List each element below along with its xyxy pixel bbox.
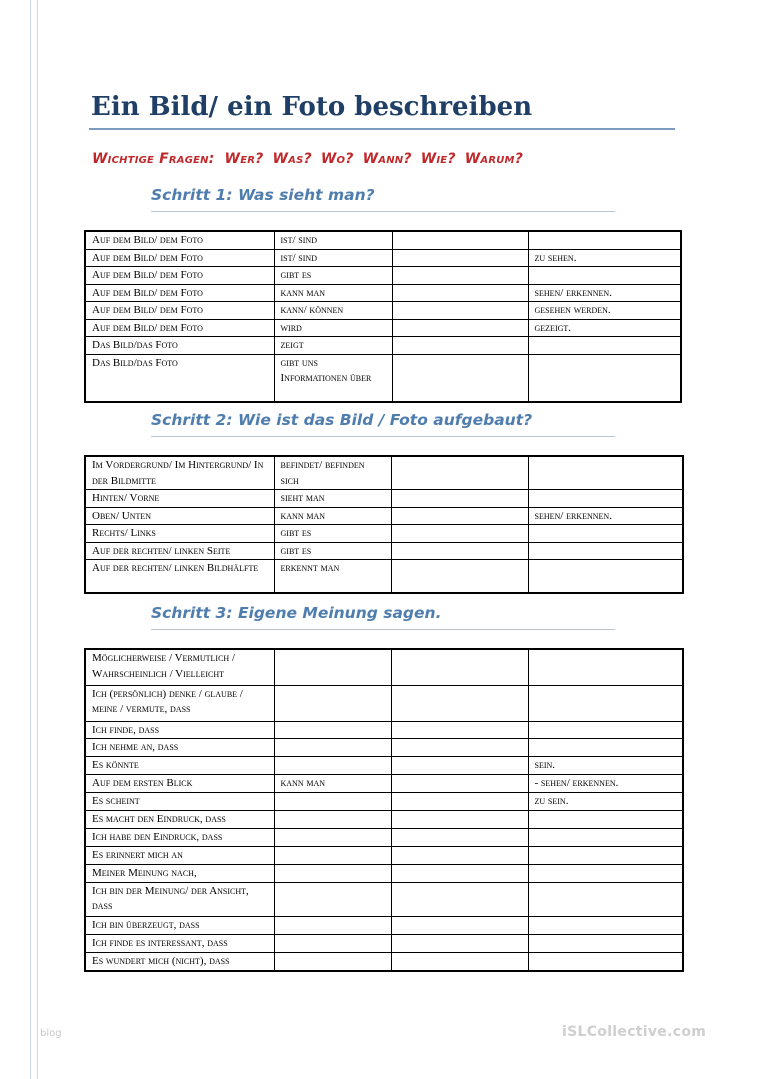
step1-heading: Schritt 1: Was sieht man?	[151, 186, 375, 204]
step3-cell-verb	[274, 685, 391, 721]
step3-table-row	[85, 828, 683, 846]
step1-cell-blank	[392, 337, 528, 355]
step1-cell-ending: zu sehen.	[528, 249, 681, 267]
key-questions-list: Wer? Was? Wo? Wann? Wie? Warum?	[224, 151, 524, 167]
step1-cell-phrase: Das Bild/das Foto	[85, 337, 274, 355]
step3-cell-verb	[274, 739, 391, 757]
step1-cell-ending	[528, 354, 681, 402]
step3-cell-blank	[391, 846, 528, 864]
step1-cell-phrase: Auf dem Bild/ dem Foto	[85, 302, 274, 320]
step3-table-row	[85, 756, 683, 774]
step3-cell-blank	[391, 828, 528, 846]
step1-cell-verb: ist/ sind	[274, 249, 392, 267]
step2-table-row	[85, 507, 683, 525]
step3-table-row	[85, 792, 683, 810]
step1-cell-phrase: Auf dem Bild/ dem Foto	[85, 267, 274, 285]
step3-table-row	[85, 846, 683, 864]
step3-table-row	[85, 864, 683, 882]
step2-cell-blank	[391, 507, 528, 525]
step3-table-row	[85, 810, 683, 828]
step3-cell-phrase: Es wundert mich (nicht), dass	[85, 952, 274, 971]
step3-cell-ending	[528, 916, 683, 934]
step2-table-row	[85, 542, 683, 560]
step3-table-row	[85, 916, 683, 934]
step2-cell-verb: befindet/ befinden sich	[274, 456, 391, 490]
title-underline	[89, 128, 675, 130]
step3-cell-verb	[274, 916, 391, 934]
key-questions	[92, 151, 523, 167]
step2-cell-ending: sehen/ erkennen.	[528, 507, 683, 525]
step2-cell-ending	[528, 490, 683, 508]
step2-cell-blank	[391, 525, 528, 543]
step3-cell-phrase: Ich habe den Eindruck, dass	[85, 828, 274, 846]
step2-cell-phrase: Auf der rechten/ linken Seite	[85, 542, 274, 560]
step1-cell-verb: zeigt	[274, 337, 392, 355]
step3-cell-verb	[274, 934, 391, 952]
step3-table-row	[85, 774, 683, 792]
step3-cell-phrase: Es erinnert mich an	[85, 846, 274, 864]
step2-table-row	[85, 490, 683, 508]
step3-cell-verb: kann man	[274, 774, 391, 792]
step3-cell-phrase: Es macht den Eindruck, dass	[85, 810, 274, 828]
footer-blog-watermark: blog	[40, 1028, 62, 1039]
step1-cell-blank	[392, 249, 528, 267]
step1-table	[84, 230, 682, 403]
step3-table-row	[85, 934, 683, 952]
step1-cell-ending: gesehen werden.	[528, 302, 681, 320]
step1-cell-verb: gibt uns Informationen über	[274, 354, 392, 402]
step3-cell-ending: sein.	[528, 756, 683, 774]
step3-cell-blank	[391, 882, 528, 916]
step3-cell-ending	[528, 864, 683, 882]
step1-cell-phrase: Auf dem Bild/ dem Foto	[85, 249, 274, 267]
step3-cell-ending	[528, 721, 683, 739]
step3-cell-phrase: Es könnte	[85, 756, 274, 774]
step3-table-row	[85, 685, 683, 721]
step2-table-row	[85, 560, 683, 593]
step3-underline	[151, 629, 615, 630]
step3-cell-blank	[391, 952, 528, 971]
step1-cell-ending: sehen/ erkennen.	[528, 284, 681, 302]
page-margin-line	[37, 0, 38, 1079]
step3-cell-blank	[391, 649, 528, 685]
step3-cell-ending	[528, 934, 683, 952]
step3-cell-verb	[274, 882, 391, 916]
step2-table-row	[85, 456, 683, 490]
step1-cell-ending	[528, 231, 681, 249]
step3-cell-phrase: Ich bin der Meinung/ der Ansicht, dass	[85, 882, 274, 916]
page-margin-line	[30, 0, 31, 1079]
step2-cell-blank	[391, 560, 528, 593]
step3-cell-phrase: Auf dem ersten Blick	[85, 774, 274, 792]
step2-cell-ending	[528, 560, 683, 593]
step1-cell-verb: ist/ sind	[274, 231, 392, 249]
step3-cell-ending	[528, 846, 683, 864]
step3-cell-ending	[528, 828, 683, 846]
step3-cell-verb	[274, 828, 391, 846]
step3-cell-ending	[528, 882, 683, 916]
step2-cell-phrase: Rechts/ Links	[85, 525, 274, 543]
step3-cell-ending: zu sein.	[528, 792, 683, 810]
step3-cell-ending	[528, 649, 683, 685]
step2-cell-phrase: Im Vordergrund/ Im Hintergrund/ In der Bildmitte	[85, 456, 274, 490]
step2-cell-verb: erkennt man	[274, 560, 391, 593]
step2-cell-blank	[391, 456, 528, 490]
step3-cell-verb	[274, 952, 391, 971]
step1-cell-blank	[392, 231, 528, 249]
step1-cell-phrase: Auf dem Bild/ dem Foto	[85, 231, 274, 249]
step2-cell-verb: kann man	[274, 507, 391, 525]
step2-cell-blank	[391, 490, 528, 508]
step3-cell-phrase: Ich (persönlich) denke / glaube / meine / vermute, dass	[85, 685, 274, 721]
step1-table-row	[85, 231, 681, 249]
step1-cell-ending: gezeigt.	[528, 319, 681, 337]
step3-cell-blank	[391, 685, 528, 721]
step2-cell-verb: gibt es	[274, 542, 391, 560]
step2-cell-verb: sieht man	[274, 490, 391, 508]
step2-cell-phrase: Oben/ Unten	[85, 507, 274, 525]
step1-table-row	[85, 284, 681, 302]
step3-cell-blank	[391, 934, 528, 952]
step3-cell-ending	[528, 685, 683, 721]
step2-underline	[151, 436, 615, 437]
step2-table-row	[85, 525, 683, 543]
step2-cell-ending	[528, 525, 683, 543]
step3-cell-blank	[391, 916, 528, 934]
step3-cell-phrase: Meiner Meinung nach,	[85, 864, 274, 882]
step3-table-row	[85, 649, 683, 685]
step3-cell-verb	[274, 756, 391, 774]
step2-heading: Schritt 2: Wie ist das Bild / Foto aufgebaut?	[151, 411, 533, 429]
step1-cell-phrase: Auf dem Bild/ dem Foto	[85, 284, 274, 302]
step2-cell-phrase: Hinten/ Vorne	[85, 490, 274, 508]
step3-cell-phrase: Es scheint	[85, 792, 274, 810]
step1-cell-blank	[392, 267, 528, 285]
step1-cell-blank	[392, 319, 528, 337]
step3-heading: Schritt 3: Eigene Meinung sagen.	[151, 604, 442, 622]
footer-site-watermark: iSLCollective.com	[562, 1024, 707, 1040]
step3-cell-blank	[391, 864, 528, 882]
step3-cell-verb	[274, 864, 391, 882]
step1-cell-phrase: Das Bild/das Foto	[85, 354, 274, 402]
step1-cell-verb: gibt es	[274, 267, 392, 285]
step3-cell-phrase: Ich finde, dass	[85, 721, 274, 739]
step2-table	[84, 455, 684, 594]
step1-cell-verb: kann man	[274, 284, 392, 302]
step3-cell-verb	[274, 846, 391, 864]
step1-cell-blank	[392, 284, 528, 302]
step2-cell-verb: gibt es	[274, 525, 391, 543]
step3-cell-blank	[391, 792, 528, 810]
step3-table-row	[85, 952, 683, 971]
step1-cell-ending	[528, 267, 681, 285]
step1-table-row	[85, 267, 681, 285]
step1-cell-blank	[392, 354, 528, 402]
step1-cell-verb: kann/ können	[274, 302, 392, 320]
step3-cell-blank	[391, 756, 528, 774]
step3-cell-blank	[391, 774, 528, 792]
step3-table-row	[85, 882, 683, 916]
step1-table-row	[85, 354, 681, 402]
step1-table-row	[85, 319, 681, 337]
step1-cell-phrase: Auf dem Bild/ dem Foto	[85, 319, 274, 337]
step3-cell-verb	[274, 810, 391, 828]
step2-cell-phrase: Auf der rechten/ linken Bildhälfte	[85, 560, 274, 593]
step2-cell-blank	[391, 542, 528, 560]
step1-table-row	[85, 249, 681, 267]
step3-cell-phrase: Ich nehme an, dass	[85, 739, 274, 757]
step1-cell-verb: wird	[274, 319, 392, 337]
step3-cell-ending	[528, 952, 683, 971]
step3-cell-phrase: Ich finde es interessant, dass	[85, 934, 274, 952]
step3-cell-phrase: Möglicherweise / Vermutlich / Wahrscheinlich / Vielleicht	[85, 649, 274, 685]
step3-cell-blank	[391, 739, 528, 757]
step3-cell-ending	[528, 810, 683, 828]
step3-cell-ending: - sehen/ erkennen.	[528, 774, 683, 792]
step3-cell-verb	[274, 721, 391, 739]
step3-cell-ending	[528, 739, 683, 757]
step2-cell-ending	[528, 456, 683, 490]
step3-cell-verb	[274, 792, 391, 810]
step1-underline	[151, 211, 615, 212]
step1-cell-ending	[528, 337, 681, 355]
step1-table-row	[85, 302, 681, 320]
step3-table-row	[85, 739, 683, 757]
step3-cell-blank	[391, 721, 528, 739]
step3-cell-phrase: Ich bin überzeugt, dass	[85, 916, 274, 934]
step2-cell-ending	[528, 542, 683, 560]
step3-table-row	[85, 721, 683, 739]
step3-cell-verb	[274, 649, 391, 685]
key-questions-label: Wichtige Fragen:	[92, 151, 215, 167]
step3-table	[84, 648, 684, 972]
step1-table-row	[85, 337, 681, 355]
step3-cell-blank	[391, 810, 528, 828]
page-title: Ein Bild/ ein Foto beschreiben	[91, 92, 533, 122]
step1-cell-blank	[392, 302, 528, 320]
